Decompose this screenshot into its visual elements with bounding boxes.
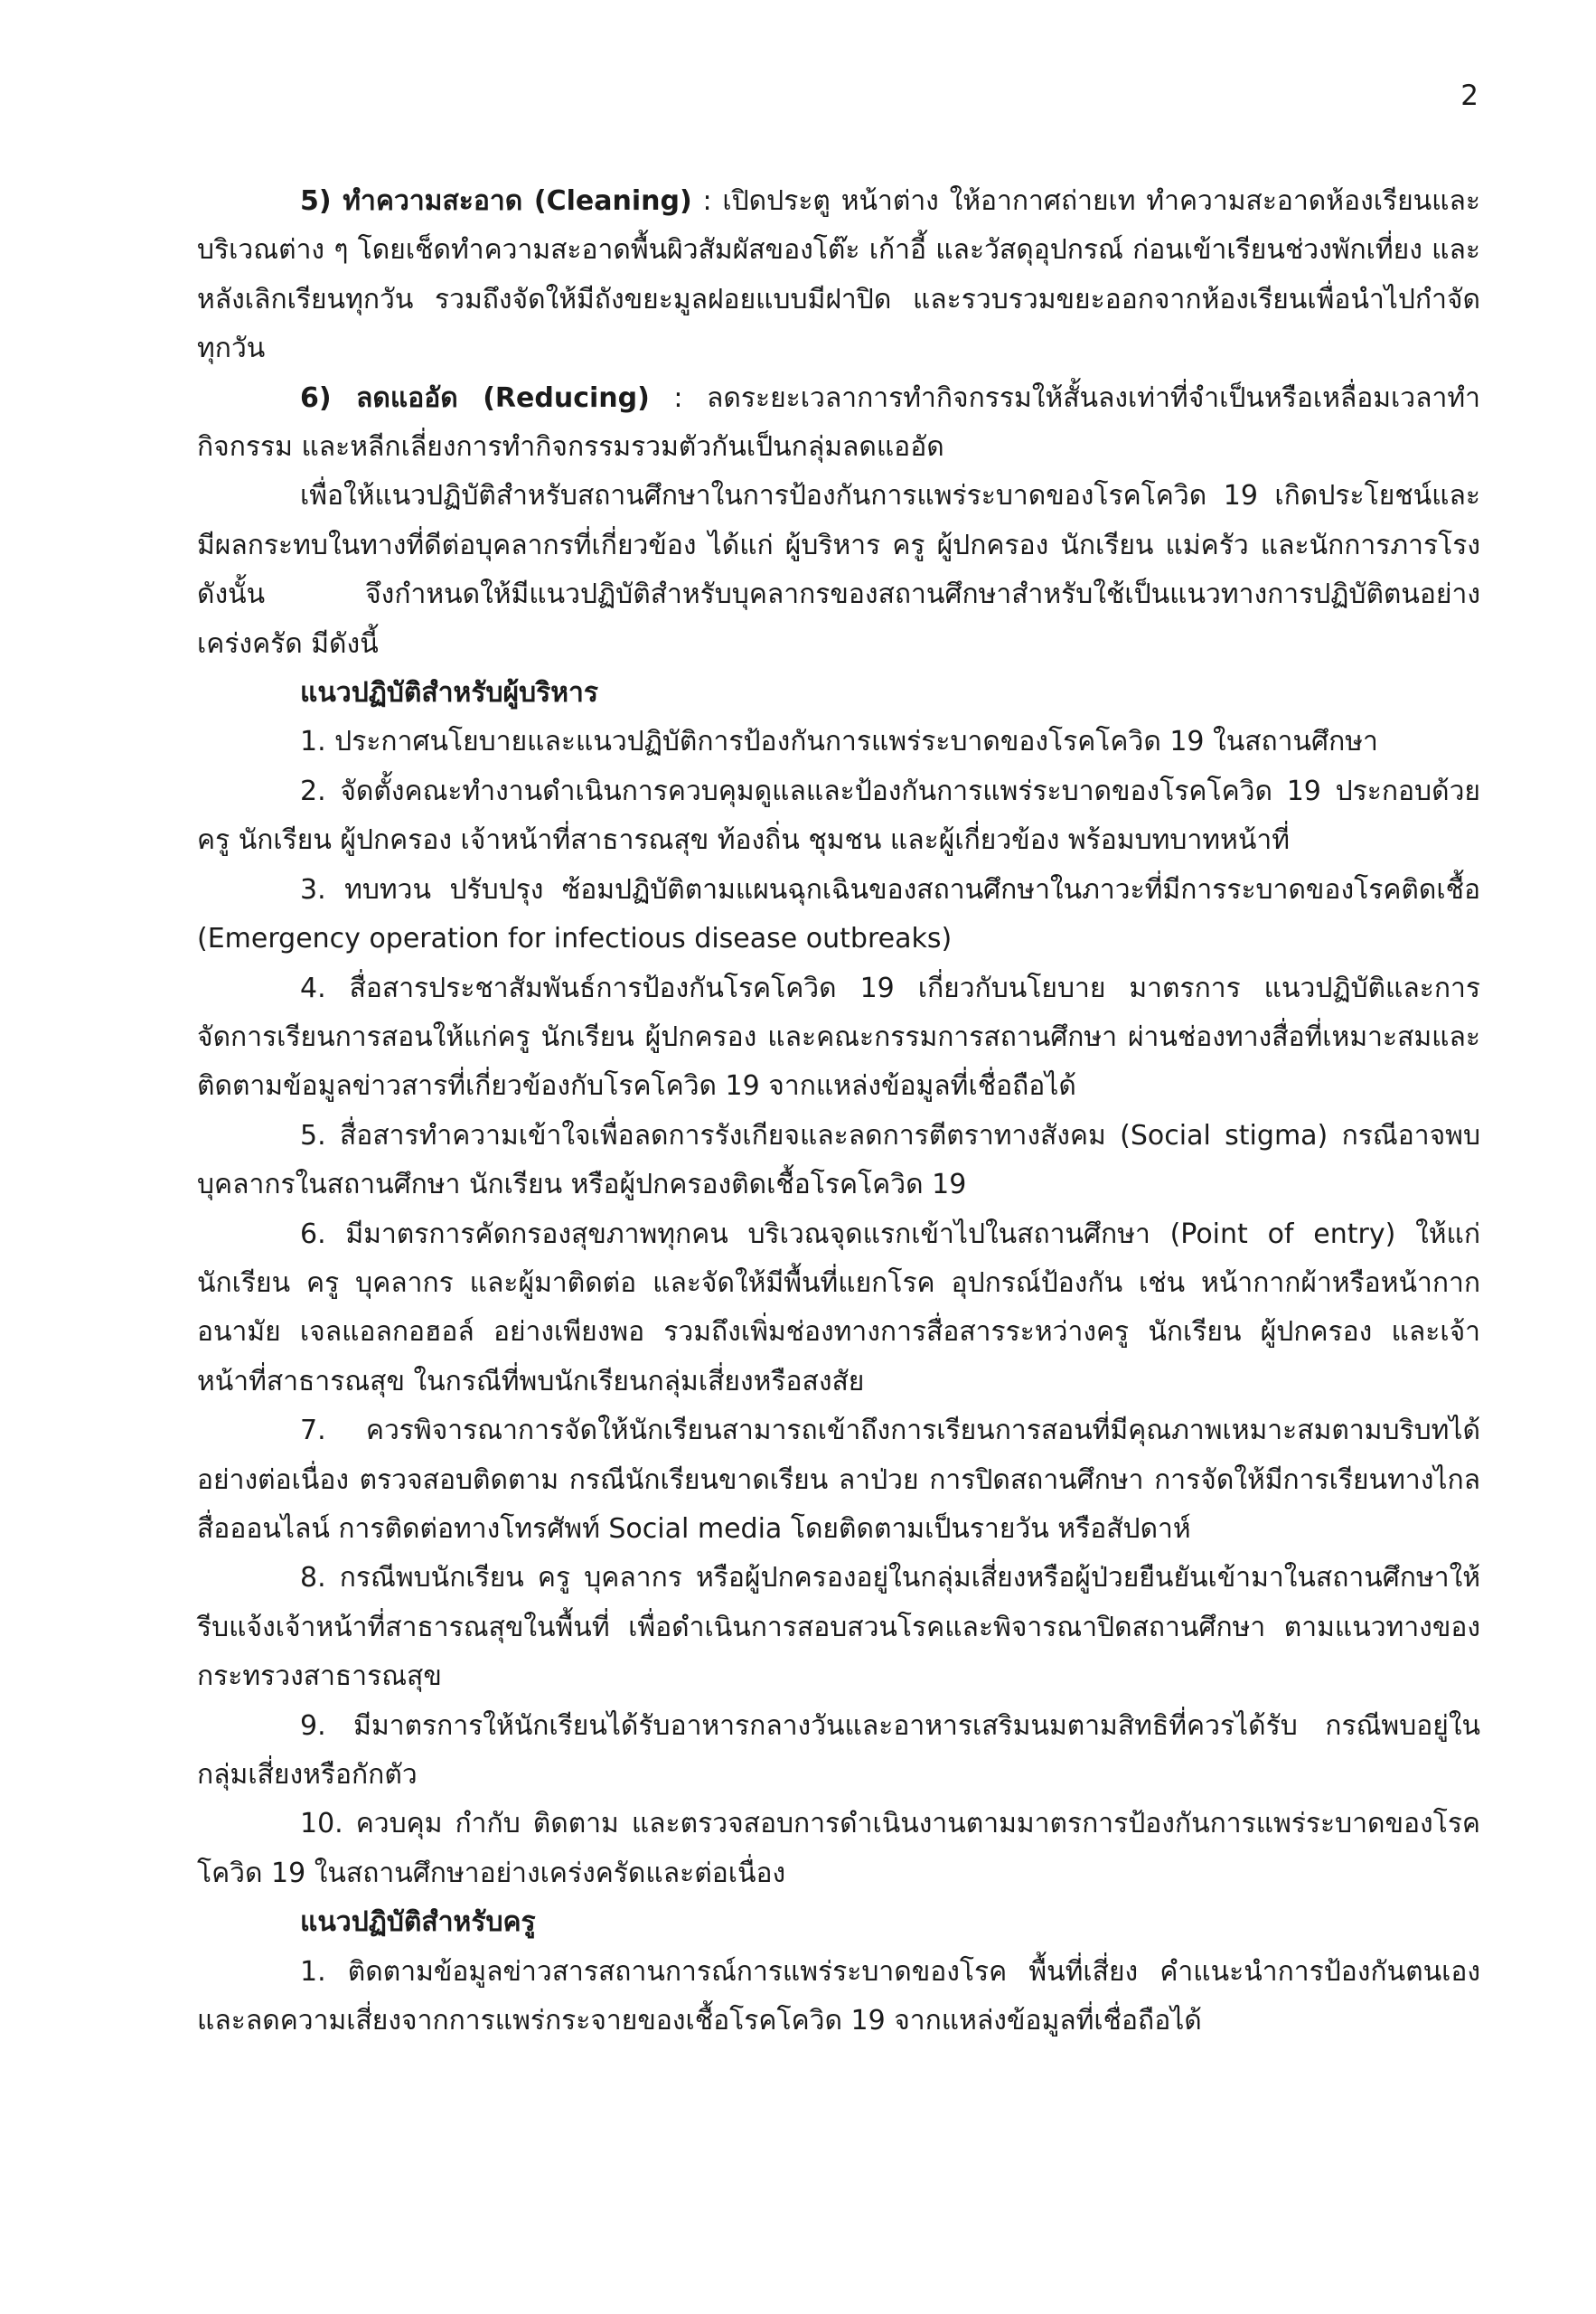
admin-item-2: 2. จัดตั้งคณะทำงานดำเนินการควบคุมดูแลและป้องกันการแพร่ระบาดของโรคโควิด 19 ประกอบด้วยครู นักเรียน ผู้ปกครอง เจ้าหน้าที่สาธารณสุข ท้องถิ่น ชุมชน และผู้เกี่ยวข้อง พร้อมบทบาทหน้าที่: [197, 775, 1480, 857]
admin-item-5: 5. สื่อสารทำความเข้าใจเพื่อลดการรังเกียจและลดการตีตราทางสังคม (Social stigma) กรณีอาจพบบุคลากรในสถานศึกษา นักเรียน หรือผู้ปกครองติดเชื้อโรคโควิด 19: [197, 1119, 1480, 1201]
heading-teacher-guidelines: แนวปฏิบัติสำหรับครู: [300, 1906, 536, 1939]
admin-item-7: 7. ควรพิจารณาการจัดให้นักเรียนสามารถเข้าถึงการเรียนการสอนที่มีคุณภาพเหมาะสมตามบริบทได้อย่างต่อเนื่อง ตรวจสอบติดตาม กรณีนักเรียนขาดเรียน ลาป่วย การปิดสถานศึกษา การจัดให้มีการเรียนทางไกล สื่อออนไลน์ การติดต่อทางโทรศัพท์ Social media โดยติดตามเป็นรายวัน หรือสัปดาห์: [197, 1415, 1480, 1545]
paragraph-reducing: [197, 374, 1480, 473]
admin-item-3: 3. ทบทวน ปรับปรุง ซ้อมปฏิบัติตามแผนฉุกเฉินของสถานศึกษาในภาวะที่มีการระบาดของโรคติดเชื้อ (Emergency operation for infectious disease outbreaks): [197, 873, 1480, 955]
paragraph-cleaning: [197, 177, 1480, 374]
page-number: 2: [1460, 80, 1479, 112]
admin-item-6: 6. มีมาตรการคัดกรองสุขภาพทุกคน บริเวณจุดแรกเข้าไปในสถานศึกษา (Point of entry) ให้แก่นักเรียน ครู บุคลากร และผู้มาติดต่อ และจัดให้มีพื้นที่แยกโรค อุปกรณ์ป้องกัน เช่น หน้ากากผ้าหรือหน้ากากอนามัย เจลแอลกอฮอล์ อย่างเพียงพอ รวมถึงเพิ่มช่องทางการสื่อสารระหว่างครู นักเรียน ผู้ปกครอง และเจ้าหน้าที่สาธารณสุข ในกรณีที่พบนักเรียนกลุ่มเสี่ยงหรือสงสัย: [197, 1218, 1480, 1397]
admin-item-9: 9. มีมาตรการให้นักเรียนได้รับอาหารกลางวันและอาหารเสริมนมตามสิทธิที่ควรได้รับ กรณีพบอยู่ในกลุ่มเสี่ยงหรือกักตัว: [197, 1709, 1480, 1791]
admin-item-8: 8. กรณีพบนักเรียน ครู บุคลากร หรือผู้ปกครองอยู่ในกลุ่มเสี่ยงหรือผู้ป่วยยืนยันเข้ามาในสถานศึกษาให้รีบแจ้งเจ้าหน้าที่สาธารณสุขในพื้นที่ เพื่อดำเนินการสอบสวนโรคและพิจารณาปิดสถานศึกษา ตามแนวทางของกระทรวงสาธารณสุข: [197, 1562, 1480, 1693]
reducing-text: : ลดระยะเวลาการทำกิจกรรมให้สั้นลงเท่าที่จำเป็นหรือเหลื่อมเวลาทำกิจกรรม และหลีกเลี่ยงการทำกิจกรรมรวมตัวกันเป็นกลุ่มลดแออัด: [197, 381, 1480, 464]
admin-item-1: 1. ประกาศนโยบายและแนวปฏิบัติการป้องกันการแพร่ระบาดของโรคโควิด 19 ในสถานศึกษา: [300, 726, 1378, 758]
reducing-label: 6) ลดแออัด (Reducing): [300, 381, 650, 414]
admin-item-10: 10. ควบคุม กำกับ ติดตาม และตรวจสอบการดำเนินงานตามมาตรการป้องกันการแพร่ระบาดของโรคโควิด 19 ในสถานศึกษาอย่างเคร่งครัดและต่อเนื่อง: [197, 1808, 1480, 1889]
teacher-item-1: 1. ติดตามข้อมูลข่าวสารสถานการณ์การแพร่ระบาดของโรค พื้นที่เสี่ยง คำแนะนำการป้องกันตนเองและลดความเสี่ยงจากการแพร่กระจายของเชื้อโรคโควิด 19 จากแหล่งข้อมูลที่เชื่อถือได้: [197, 1955, 1480, 2037]
document-body: [197, 177, 1480, 2046]
paragraph-intro: เพื่อให้แนวปฏิบัติสำหรับสถานศึกษาในการป้องกันการแพร่ระบาดของโรคโควิด 19 เกิดประโยชน์และมีผลกระทบในทางที่ดีต่อบุคลากรที่เกี่ยวข้อง ได้แก่ ผู้บริหาร ครู ผู้ปกครอง นักเรียน แม่ครัว และนักการภารโรง ดังนั้น จึงกำหนดให้มีแนวปฏิบัติสำหรับบุคลากรของสถานศึกษาสำหรับใช้เป็นแนวทางการปฏิบัติตนอย่างเคร่งครัด มีดังนี้: [197, 480, 1480, 660]
heading-admin-guidelines: แนวปฏิบัติสำหรับผู้บริหาร: [300, 677, 598, 710]
admin-item-4: 4. สื่อสารประชาสัมพันธ์การป้องกันโรคโควิด 19 เกี่ยวกับนโยบาย มาตรการ แนวปฏิบัติและการจัดการเรียนการสอนให้แก่ครู นักเรียน ผู้ปกครอง และคณะกรรมการสถานศึกษา ผ่านช่องทางสื่อที่เหมาะสมและติดตามข้อมูลข่าวสารที่เกี่ยวข้องกับโรคโควิด 19 จากแหล่งข้อมูลที่เชื่อถือได้: [197, 972, 1480, 1103]
cleaning-label: 5) ทำความสะอาด (Cleaning): [300, 185, 692, 217]
cleaning-text: : เปิดประตู หน้าต่าง ให้อากาศถ่ายเท ทำความสะอาดห้องเรียนและบริเวณต่าง ๆ โดยเช็ดทำความสะอาดพื้นผิวสัมผัสของโต๊ะ เก้าอี้ และวัสดุอุปกรณ์ ก่อนเข้าเรียนช่วงพักเที่ยง และหลังเลิกเรียนทุกวัน รวมถึงจัดให้มีถังขยะมูลฝอยแบบมีฝาปิด และรวบรวมขยะออกจากห้องเรียนเพื่อนำไปกำจัดทุกวัน: [197, 185, 1480, 365]
